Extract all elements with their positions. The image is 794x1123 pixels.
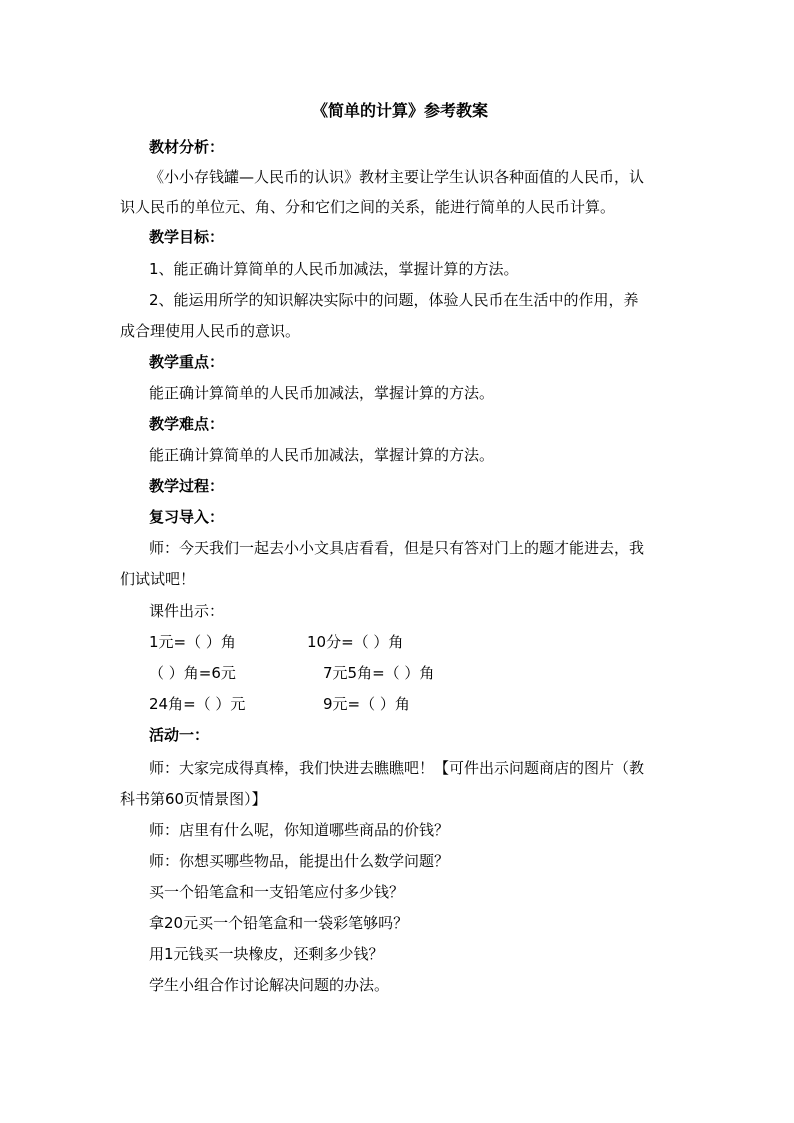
key-point-heading: 教学重点： xyxy=(149,353,225,371)
question-line: 拿20元买一个铅笔盒和一袋彩笔够吗？ xyxy=(149,914,409,932)
question-line: 师：你想买哪些物品，能提出什么数学问题？ xyxy=(149,852,450,870)
difficulty-text: 能正确计算简单的人民币加减法，掌握计算的方法。 xyxy=(149,446,495,464)
review-paragraph-line: 们试试吧！ xyxy=(120,570,196,588)
courseware-label: 课件出示： xyxy=(149,602,225,620)
exercise-item: 9元=（ ）角 xyxy=(323,695,410,713)
activity-paragraph-line: 科书第60页情景图）】 xyxy=(120,790,267,808)
goals-heading: 教学目标： xyxy=(149,228,225,246)
goal-item-continuation: 成合理使用人民币的意识。 xyxy=(120,322,301,340)
analysis-paragraph-line: 识人民币的单位元、角、分和它们之间的关系，能进行简单的人民币计算。 xyxy=(120,198,616,216)
question-line: 学生小组合作讨论解决问题的办法。 xyxy=(149,976,390,994)
exercise-item: 7元5角=（ ）角 xyxy=(323,664,435,682)
activity-paragraph-line: 师：大家完成得真棒，我们快进去瞧瞧吧！【可件出示问题商店的图片（教 xyxy=(149,759,645,777)
question-line: 用1元钱买一块橡皮，还剩多少钱？ xyxy=(149,945,384,963)
question-line: 买一个铅笔盒和一支铅笔应付多少钱？ xyxy=(149,883,405,901)
question-line: 师：店里有什么呢，你知道哪些商品的价钱？ xyxy=(149,821,450,839)
difficulty-heading: 教学难点： xyxy=(149,415,225,433)
analysis-heading: 教材分析： xyxy=(149,138,225,156)
exercise-item: 1元=（ ）角 xyxy=(149,633,236,651)
exercise-item: 24角=（ ）元 xyxy=(149,695,246,713)
activity-heading: 活动一： xyxy=(149,726,210,744)
review-paragraph-line: 师：今天我们一起去小小文具店看看，但是只有答对门上的题才能进去，我 xyxy=(149,539,645,557)
key-point-text: 能正确计算简单的人民币加减法，掌握计算的方法。 xyxy=(149,384,495,402)
analysis-paragraph-line: 《小小存钱罐—人民币的认识》教材主要让学生认识各种面值的人民币，认 xyxy=(149,168,645,186)
document-title: 《简单的计算》参考教案 xyxy=(311,101,488,120)
exercise-item: 10分=（ ）角 xyxy=(307,633,404,651)
goal-item: 1、能正确计算简单的人民币加减法，掌握计算的方法。 xyxy=(149,260,519,278)
exercise-item: （ ）角=6元 xyxy=(149,664,236,682)
review-heading: 复习导入： xyxy=(149,508,225,526)
process-heading: 教学过程： xyxy=(149,477,225,495)
goal-item: 2、能运用所学的知识解决实际中的问题，体验人民币在生活中的作用，养 xyxy=(149,291,639,309)
